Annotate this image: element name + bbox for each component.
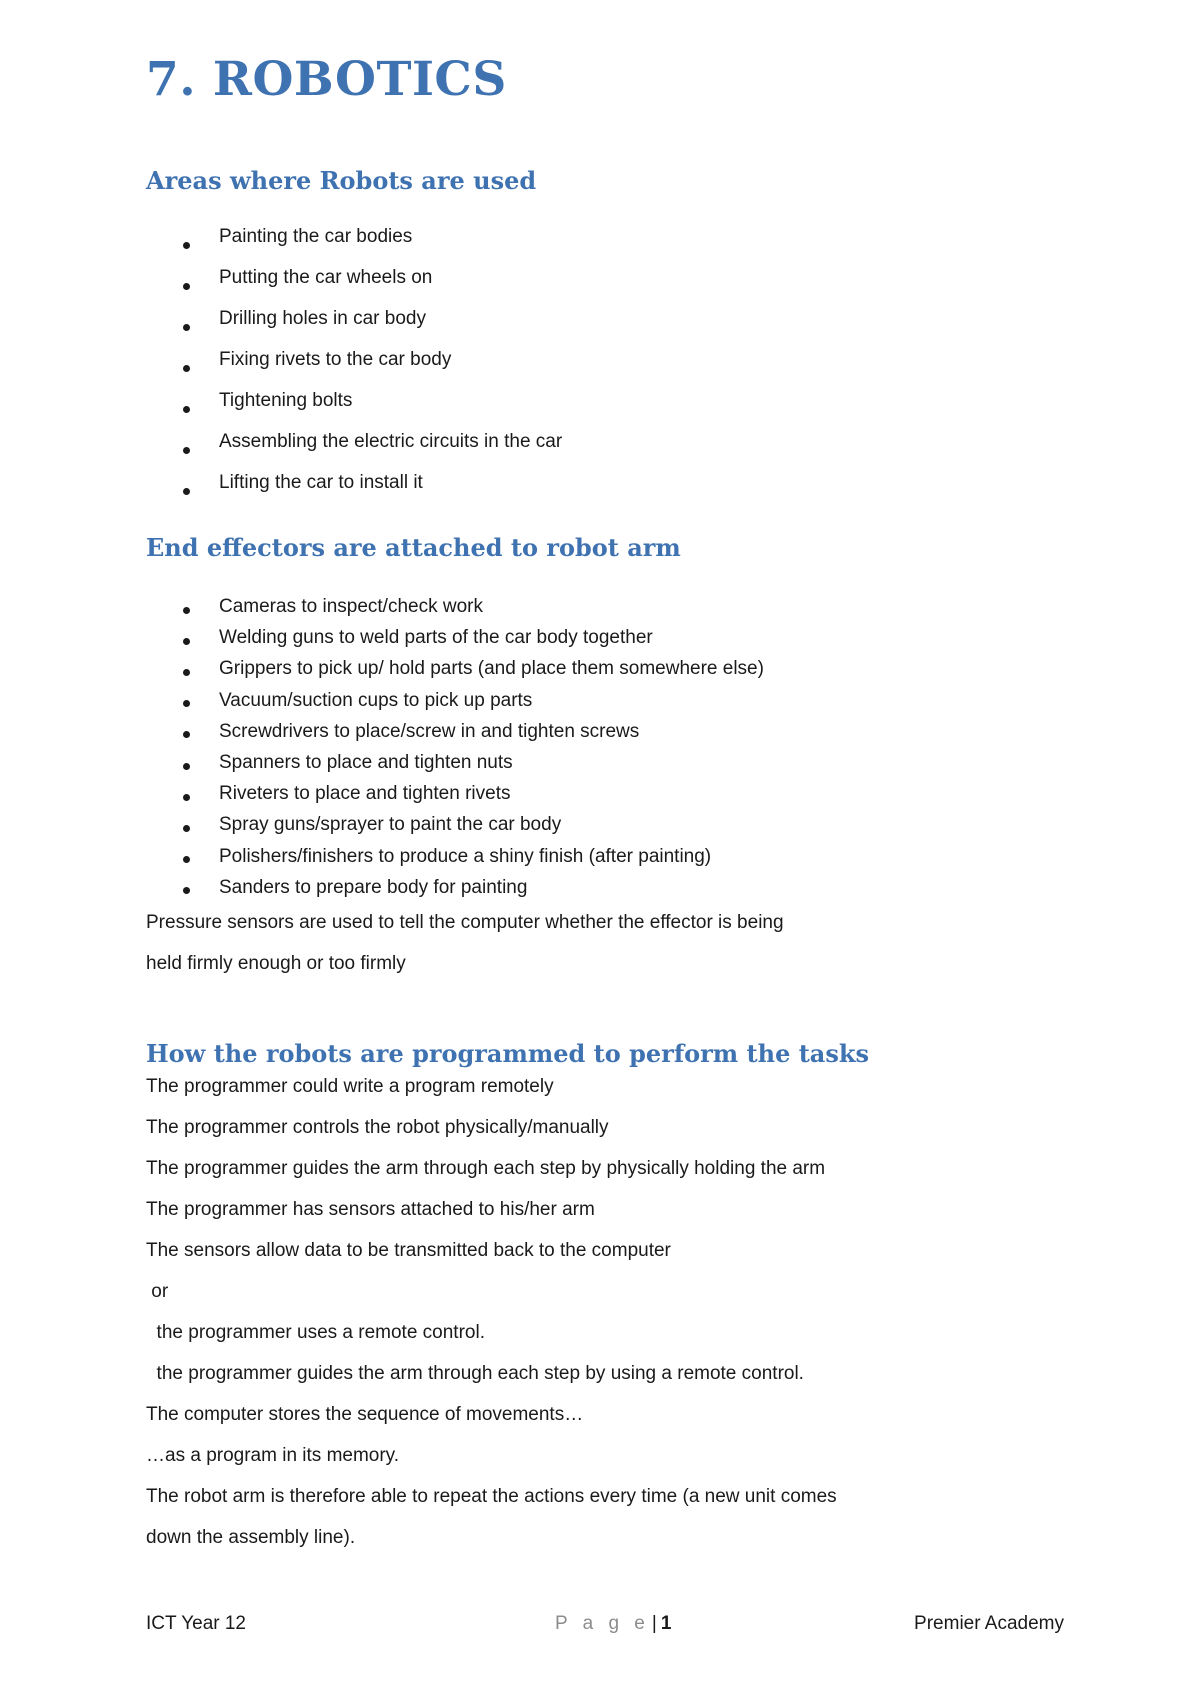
pressure-sensor-note-line-1: Pressure sensors are used to tell the computer whether the effector is being — [146, 912, 784, 933]
list-item-text: Fixing rivets to the car body — [219, 349, 452, 370]
programming-line: the programmer guides the arm through each step by using a remote control. — [146, 1363, 804, 1384]
programming-line: The programmer guides the arm through each step by physically holding the arm — [146, 1158, 826, 1179]
bullet-icon — [183, 447, 190, 454]
section-heading-programming: How the robots are programmed to perform the tasks — [146, 1039, 869, 1068]
bullet-icon — [183, 242, 190, 249]
list-item-text: Drilling holes in car body — [219, 308, 426, 329]
programming-line: the programmer uses a remote control. — [146, 1322, 485, 1343]
effectors-list — [146, 595, 764, 907]
list-item-text: Cameras to inspect/check work — [219, 596, 483, 617]
list-item-text: Assembling the electric circuits in the car — [219, 431, 563, 452]
bullet-icon — [183, 794, 190, 801]
list-item-text: Screwdrivers to place/screw in and tighten screws — [219, 720, 640, 742]
bullet-icon — [183, 406, 190, 413]
footer-course-label: ICT Year 12 — [146, 1613, 247, 1634]
list-item-text: Spanners to place and tighten nuts — [219, 751, 513, 773]
list-item — [146, 626, 764, 657]
list-item — [146, 845, 764, 876]
bullet-icon — [183, 731, 190, 738]
bullet-icon — [183, 856, 190, 863]
list-item — [146, 782, 764, 813]
bullet-icon — [183, 607, 190, 614]
bullet-icon — [183, 638, 190, 645]
bullet-icon — [183, 763, 190, 770]
list-item — [146, 307, 562, 348]
list-item-text: Riveters to place and tighten rivets — [219, 783, 511, 805]
list-item-text: Grippers to pick up/ hold parts (and place them somewhere else) — [219, 658, 764, 680]
list-item-text: Spray guns/sprayer to paint the car body — [219, 814, 562, 836]
list-item — [146, 751, 764, 782]
footer-page-number: 1 — [660, 1613, 672, 1634]
page-footer — [146, 1612, 1064, 1636]
list-item-text: Tightening bolts — [219, 390, 353, 411]
programming-line: The programmer has sensors attached to his/her arm — [146, 1199, 595, 1220]
bullet-icon — [183, 887, 190, 894]
bullet-icon — [183, 324, 190, 331]
list-item — [146, 720, 764, 751]
programming-line: The programmer could write a program remotely — [146, 1076, 554, 1097]
section-heading-effectors: End effectors are attached to robot arm — [146, 533, 681, 562]
footer-school-name: Premier Academy — [914, 1613, 1064, 1634]
list-item — [146, 595, 764, 626]
list-item-text: Polishers/finishers to produce a shiny finish (after painting) — [219, 845, 712, 867]
list-item — [146, 389, 562, 430]
programming-line: The programmer controls the robot physically/manually — [146, 1117, 609, 1138]
list-item-text: Welding guns to weld parts of the car body together — [219, 627, 653, 649]
list-item-text: Vacuum/suction cups to pick up parts — [219, 689, 533, 711]
bullet-icon — [183, 825, 190, 832]
programming-line: The sensors allow data to be transmitted back to the computer — [146, 1240, 671, 1261]
list-item-text: Putting the car wheels on — [219, 267, 433, 288]
list-item — [146, 225, 562, 266]
bullet-icon — [183, 488, 190, 495]
list-item — [146, 813, 764, 844]
list-item-text: Sanders to prepare body for painting — [219, 876, 528, 898]
programming-line: The computer stores the sequence of movements… — [146, 1404, 584, 1425]
list-item — [146, 689, 764, 720]
list-item — [146, 876, 764, 907]
list-item-text: Lifting the car to install it — [219, 472, 423, 493]
list-item — [146, 430, 562, 471]
programming-line: The robot arm is therefore able to repeat the actions every time (a new unit comes — [146, 1486, 837, 1507]
bullet-icon — [183, 700, 190, 707]
areas-list — [146, 225, 562, 512]
list-item — [146, 266, 562, 307]
bullet-icon — [183, 283, 190, 290]
bullet-icon — [183, 669, 190, 676]
list-item — [146, 657, 764, 688]
section-heading-areas: Areas where Robots are used — [146, 166, 537, 195]
list-item — [146, 471, 562, 512]
programming-line: down the assembly line). — [146, 1527, 356, 1548]
footer-page-word: P a g e — [555, 1613, 650, 1634]
list-item — [146, 348, 562, 389]
footer-separator: | — [651, 1613, 657, 1634]
programming-line: …as a program in its memory. — [146, 1445, 400, 1466]
footer-page-indicator — [555, 1612, 671, 1636]
pressure-sensor-note-line-2: held firmly enough or too firmly — [146, 953, 406, 974]
page-title: 7. ROBOTICS — [146, 52, 507, 107]
programming-line: or — [146, 1281, 169, 1302]
list-item-text: Painting the car bodies — [219, 226, 413, 247]
bullet-icon — [183, 365, 190, 372]
